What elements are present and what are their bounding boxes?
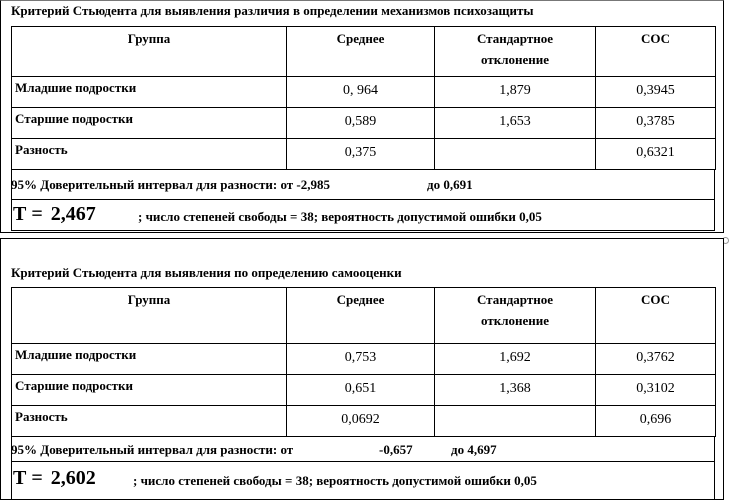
cell-sd: 1,653 [435,108,596,139]
ci-label: 95% Доверительный интервал для разности: от -2,985 [11,177,330,192]
cell-mean: 0,651 [287,375,435,406]
student-test-table-selfesteem [0,238,724,500]
table-row [12,77,716,108]
table-row [12,344,716,375]
table-header-row [12,27,716,77]
row-label: Старшие подростки [12,108,287,139]
table-border-right [714,169,715,231]
cell-sem: 0,3945 [596,77,716,108]
table-row [12,108,716,139]
header-sd: Стандартное отклонение [435,288,596,344]
cell-sem: 0,3102 [596,375,716,406]
table-header-row [12,288,716,344]
row-label: Старшие подростки [12,375,287,406]
cell-sem: 0,6321 [596,139,716,170]
header-group: Группа [12,27,287,77]
t-statistic-row [13,203,542,226]
header-mean: Среднее [287,27,435,77]
stats-table [11,26,716,170]
row-label: Младшие подростки [12,77,287,108]
row-label: Младшие подростки [12,344,287,375]
table-border-bottom [11,230,715,231]
ci-label: 95% Доверительный интервал для разности: от [11,442,294,457]
table-row [12,375,716,406]
t-label: Т = [13,203,43,225]
divider [11,461,715,462]
ci-upper: до 4,697 [451,442,497,457]
cell-sd: 1,879 [435,77,596,108]
t-details: ; число степеней свободы = 38; вероятность допустимой ошибки 0,05 [133,473,537,488]
cell-sd: 1,368 [435,375,596,406]
cell-sem: 0,3762 [596,344,716,375]
ci-lower: -0,657 [379,442,413,457]
table-border-right [714,436,715,499]
cell-mean: 0,375 [287,139,435,170]
header-sd: Стандартное отклонение [435,27,596,77]
cell-mean: 0,753 [287,344,435,375]
cell-sem: 0,696 [596,406,716,437]
cell-mean: 0,0692 [287,406,435,437]
ci-upper: до 0,691 [427,177,473,192]
cell-sd [435,139,596,170]
cell-sd [435,406,596,437]
header-sem: СОС [596,288,716,344]
t-details: ; число степеней свободы = 38; вероятность допустимой ошибки 0,05 [138,209,542,224]
divider [11,199,715,200]
header-sem: СОС [596,27,716,77]
row-label: Разность [12,139,287,170]
t-statistic-row [13,467,537,490]
stats-table [11,287,716,437]
table-row [12,139,716,170]
t-value: 2,602 [50,467,96,489]
cell-sd: 1,692 [435,344,596,375]
table-row [12,406,716,437]
table-title: Критерий Стьюдента для выявления по определению самооценки [11,265,402,280]
header-group: Группа [12,288,287,344]
t-label: Т = [13,467,43,489]
cell-mean: 0,589 [287,108,435,139]
t-value: 2,467 [50,203,96,225]
student-test-table-defense [0,0,724,233]
cell-mean: 0, 964 [287,77,435,108]
cell-sem: 0,3785 [596,108,716,139]
header-mean: Среднее [287,288,435,344]
table-title: Критерий Стьюдента для выявления различия в определении механизмов психозащиты [11,3,534,18]
row-label: Разность [12,406,287,437]
